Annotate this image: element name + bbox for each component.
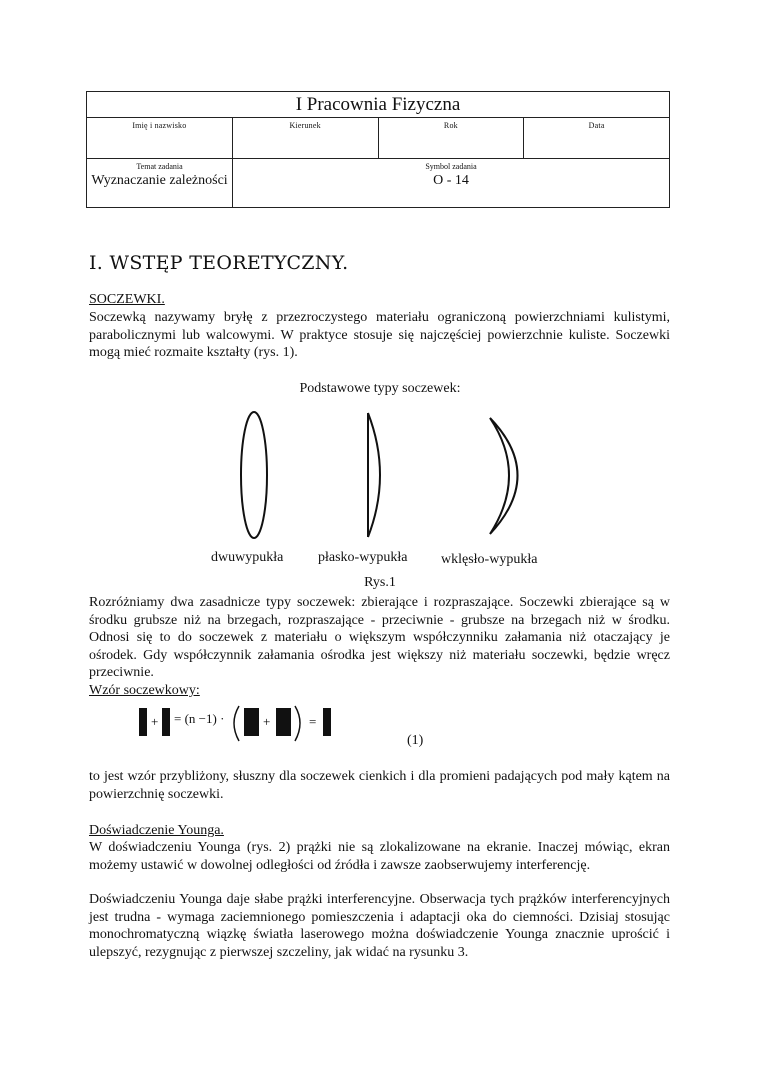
young-paragraph-2: Doświadczeniu Younga daje słabe prążki interferencyjne. Obserwacja tych prążków interferencyjnych jest trudna - wymaga zaciemnionego pomieszczenia i adaptacji oka do ciemności. Dzisiaj stosując monochromatyczną wiązkę światła laserowego można doświadczenie Younga znacznie uprościć i ulepszyć, rezygnując z pierwszej szczeliny, jak widać na rysunku 3.: [89, 892, 670, 960]
formula-number: (1): [407, 733, 424, 748]
svg-text:+: +: [151, 714, 159, 729]
task-value: Wyznaczanie zależności: [91, 173, 228, 188]
major-cell: Kierunek: [233, 118, 379, 158]
name-cell: Imię i nazwisko: [87, 118, 233, 158]
lens-formula: [130, 703, 570, 748]
young-paragraph-1: W doświadczeniu Younga (rys. 2) prążki nie są zlokalizowane na ekranie. Inaczej mówiąc, ekran możemy ustawić w dowolnej odległości od źródła i zawsze zaobserwujemy interferencję.: [89, 840, 670, 873]
lens-figure: [0, 400, 760, 550]
svg-text:=: =: [309, 714, 317, 729]
year-cell: Rok: [379, 118, 525, 158]
formula-note: to jest wzór przybliżony, słuszny dla soczewek cienkich i dla promieni padających pod mały kątem na powierzchnię soczewki.: [89, 769, 670, 802]
formula-heading: Wzór soczewkowy:: [89, 683, 200, 698]
section-title: I. WSTĘP TEORETYCZNY.: [89, 252, 349, 274]
task-cell: [87, 159, 233, 208]
formula-text: = (n −1) ·: [174, 711, 225, 726]
figure-title: Podstawowe typy soczewek:: [299, 381, 461, 396]
header-table: [86, 91, 670, 208]
header-row-info: [87, 118, 669, 159]
biconvex-lens: [241, 412, 267, 538]
lenses-heading: SOCZEWKI.: [89, 292, 165, 307]
formula-graphic: [130, 703, 345, 745]
figure-caption: Rys.1: [364, 575, 396, 590]
lenses-intro: Soczewką nazywamy bryłę z przezroczystego materiału ograniczoną powierzchniami kulistymi, parabolicznymi lub walcowymi. W praktyce stosuje się najczęściej powierzchnie kuliste. Soczewki mogą mieć rozmaite kształty (rys. 1).: [89, 310, 670, 360]
lab-title: I Pracownia Fizyczna: [87, 92, 669, 118]
planoconvex-lens: [368, 413, 380, 537]
date-cell: Data: [588, 121, 605, 130]
label-planoconvex: płasko-wypukła: [318, 550, 408, 565]
label-concavoconvex: wklęsło-wypukła: [441, 552, 538, 567]
concavoconvex-lens: [490, 418, 518, 534]
header-row-task: [87, 159, 669, 208]
task-label: Temat zadania: [136, 162, 183, 171]
svg-text:+: +: [263, 714, 271, 729]
symbol-value: O - 14: [433, 173, 469, 188]
label-biconvex: dwuwypukła: [211, 550, 284, 565]
symbol-label: Symbol zadania: [425, 162, 477, 171]
lens-types-paragraph: Rozróżniamy dwa zasadnicze typy soczewek: zbierające i rozpraszające. Soczewki zbierające są w środku grubsze niż na brzegach, rozpraszające - przeciwnie - grubsze na brzegach niż w środku. Odnosi się to do soczewek z materiału o większym współczynniku załamania niż otaczający je ośrodek. Gdy współczynnik załamania ośrodka jest większy niż materiału soczewki, będzie wręcz przeciwnie.: [89, 595, 670, 680]
symbol-cell: [233, 159, 669, 208]
young-heading: Doświadczenie Younga.: [89, 823, 224, 838]
